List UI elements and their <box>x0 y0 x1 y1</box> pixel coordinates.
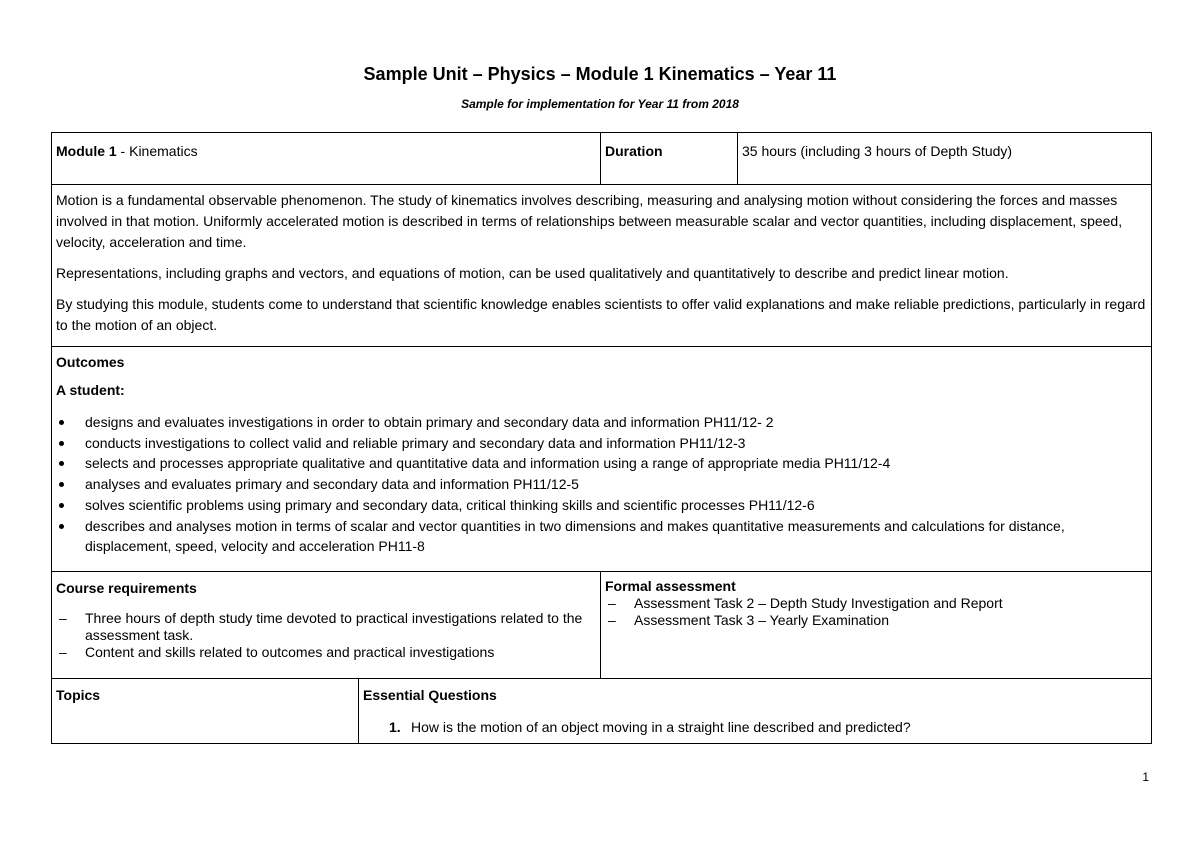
formal-assessment-list <box>605 595 1147 629</box>
module-name: - Kinematics <box>116 143 198 159</box>
course-requirements-list <box>56 610 596 661</box>
course-requirements-cell <box>52 571 601 678</box>
module-row <box>52 133 1152 185</box>
essential-questions-list <box>363 717 1147 737</box>
formal-assessment-heading: Formal assessment <box>605 577 736 594</box>
formal-assessment-cell <box>601 571 1152 678</box>
module-cell <box>52 133 601 185</box>
outcome-item: conducts investigations to collect valid and reliable primary and secondary data and information PH11/12-3 <box>56 433 1147 454</box>
description-paragraph: Motion is a fundamental observable phenomenon. The study of kinematics involves describing, measuring and analysing motion without considering the forces and masses involved in that motion. Uniformly accelerated motion is described in terms of relationships between measurable scalar and vector quantities, including displacement, speed, velocity, acceleration and time. <box>56 192 1123 250</box>
page-title: Sample Unit – Physics – Module 1 Kinematics – Year 11 <box>363 64 837 84</box>
topics-heading: Topics <box>52 678 359 743</box>
course-requirement-item: – Content and skills related to outcomes and practical investigations <box>56 644 596 661</box>
question-number: 1. <box>389 718 401 735</box>
page-number: 1 <box>1142 770 1149 784</box>
description-paragraph: By studying this module, students come to understand that scientific knowledge enables scientists to offer valid explanations and make reliable predictions, particularly in regard to the motion of an object. <box>56 296 1146 333</box>
course-requirement-item: – Three hours of depth study time devoted to practical investigations related to the assessment task. <box>56 610 596 644</box>
essential-question-item <box>363 717 1147 737</box>
formal-assessment-item: – Assessment Task 3 – Yearly Examination <box>605 612 1147 629</box>
description-cell <box>52 185 1152 347</box>
module-label: Module 1 <box>56 143 117 159</box>
essential-questions-cell <box>359 678 1152 743</box>
page-subtitle: Sample for implementation for Year 11 from 2018 <box>461 97 739 111</box>
outcomes-row <box>52 347 1152 572</box>
description-row <box>52 185 1152 347</box>
outcomes-cell <box>52 347 1152 572</box>
outcomes-subheading: A student: <box>56 382 125 398</box>
outcome-item: analyses and evaluates primary and secondary data and information PH11/12-5 <box>56 474 1147 495</box>
formal-assessment-item: – Assessment Task 2 – Depth Study Investigation and Report <box>605 595 1147 612</box>
outcome-item: describes and analyses motion in terms of scalar and vector quantities in two dimensions and makes quantitative measurements and calculations for distance, displacement, speed, velocity and acceleration PH11-8 <box>56 516 1147 557</box>
question-text: How is the motion of an object moving in a straight line described and predicted? <box>411 718 911 735</box>
requirements-row <box>52 571 1152 678</box>
outcome-item: solves scientific problems using primary and secondary data, critical thinking skills and scientific processes PH11/12-6 <box>56 495 1147 516</box>
topics-row <box>52 678 1152 743</box>
description-paragraph: Representations, including graphs and vectors, and equations of motion, can be used qualitatively and quantitatively to describe and predict linear motion. <box>56 265 1009 281</box>
outcome-item: selects and processes appropriate qualitative and quantitative data and information using a range of appropriate media PH11/12-4 <box>56 453 1147 474</box>
duration-label: Duration <box>601 133 738 185</box>
duration-value: 35 hours (including 3 hours of Depth Study) <box>738 133 1152 185</box>
outcomes-heading: Outcomes <box>56 354 125 370</box>
course-requirements-heading: Course requirements <box>56 579 197 596</box>
unit-table <box>51 132 1152 744</box>
outcome-item: designs and evaluates investigations in order to obtain primary and secondary data and information PH11/12- 2 <box>56 412 1147 433</box>
essential-questions-heading: Essential Questions <box>363 686 497 703</box>
outcomes-list <box>56 412 1147 557</box>
